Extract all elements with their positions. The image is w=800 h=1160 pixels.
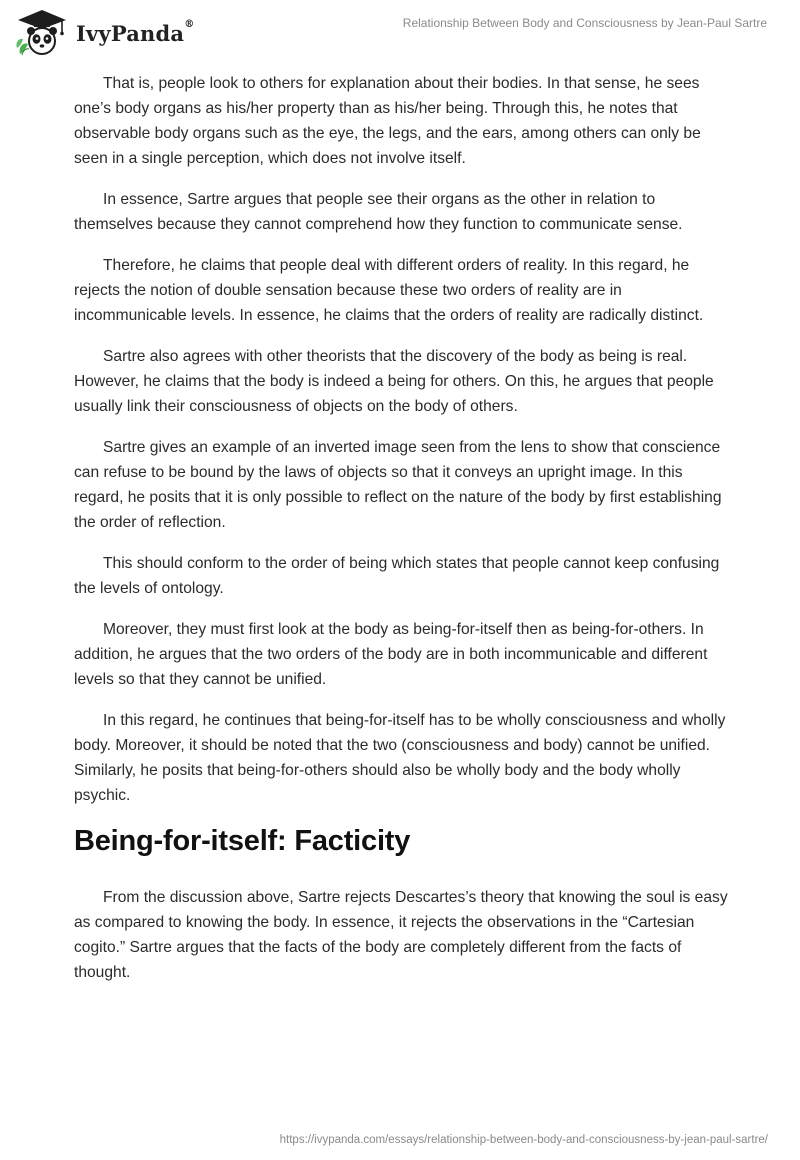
article-body	[74, 71, 734, 1001]
paragraph: In this regard, he continues that being-for-itself has to be wholly consciousness and wholly body. Moreover, it should be noted that the two (consciousness and body) cannot be unified. Similarly, he posits that being-for-others should also be wholly body and the body wholly psychic.	[74, 712, 726, 804]
brand-name: IvyPanda®	[76, 18, 195, 46]
panda-graduate-icon	[14, 8, 70, 58]
ivypanda-logo[interactable]	[14, 8, 194, 58]
paragraph: This should conform to the order of being which states that people cannot keep confusing the levels of ontology.	[74, 555, 720, 597]
document-title: Relationship Between Body and Consciousness by Jean-Paul Sartre	[402, 16, 767, 30]
paragraph: In essence, Sartre argues that people see their organs as the other in relation to themselves because they cannot comprehend how they function to communicate sense.	[74, 191, 683, 233]
paragraph: From the discussion above, Sartre rejects Descartes’s theory that knowing the soul is easy as compared to knowing the body. In essence, it rejects the observations in the “Cartesian cogito.” Sartre argues that the facts of the body are completely different from the facts of thought.	[74, 889, 728, 981]
paragraph: Sartre also agrees with other theorists that the discovery of the body as being is real. However, he claims that the body is indeed a being for others. On this, he argues that people usually link their consciousness of objects on the body of others.	[74, 348, 714, 415]
paragraph: Moreover, they must first look at the body as being-for-itself then as being-for-others. In addition, he argues that the two orders of the body are in both incommunicable and different levels so that they cannot be unified.	[74, 621, 708, 688]
paragraph: Therefore, he claims that people deal with different orders of reality. In this regard, he rejects the notion of double sensation because these two orders of reality are in incommunicable levels. In essence, he claims that the orders of reality are radically distinct.	[74, 257, 704, 324]
source-url[interactable]: https://ivypanda.com/essays/relationship-between-body-and-consciousness-by-jean-paul-sartre/	[279, 1134, 768, 1146]
section-heading: Being-for-itself: Facticity	[74, 825, 411, 857]
paragraph: Sartre gives an example of an inverted image seen from the lens to show that conscience can refuse to be bound by the laws of objects so that it conveys an upright image. In this regard, he posits that it is only possible to reflect on the nature of the body by first establishing the order of reflection.	[74, 439, 722, 531]
paragraph: That is, people look to others for explanation about their bodies. In that sense, he sees one’s body organs as his/her property than as his/her being. Through this, he notes that observable body organs such as the eye, the legs, and the ears, among others can only be seen in a single perception, which does not involve itself.	[74, 75, 701, 167]
registered-mark: ®	[184, 18, 195, 30]
page-header	[0, 0, 800, 70]
